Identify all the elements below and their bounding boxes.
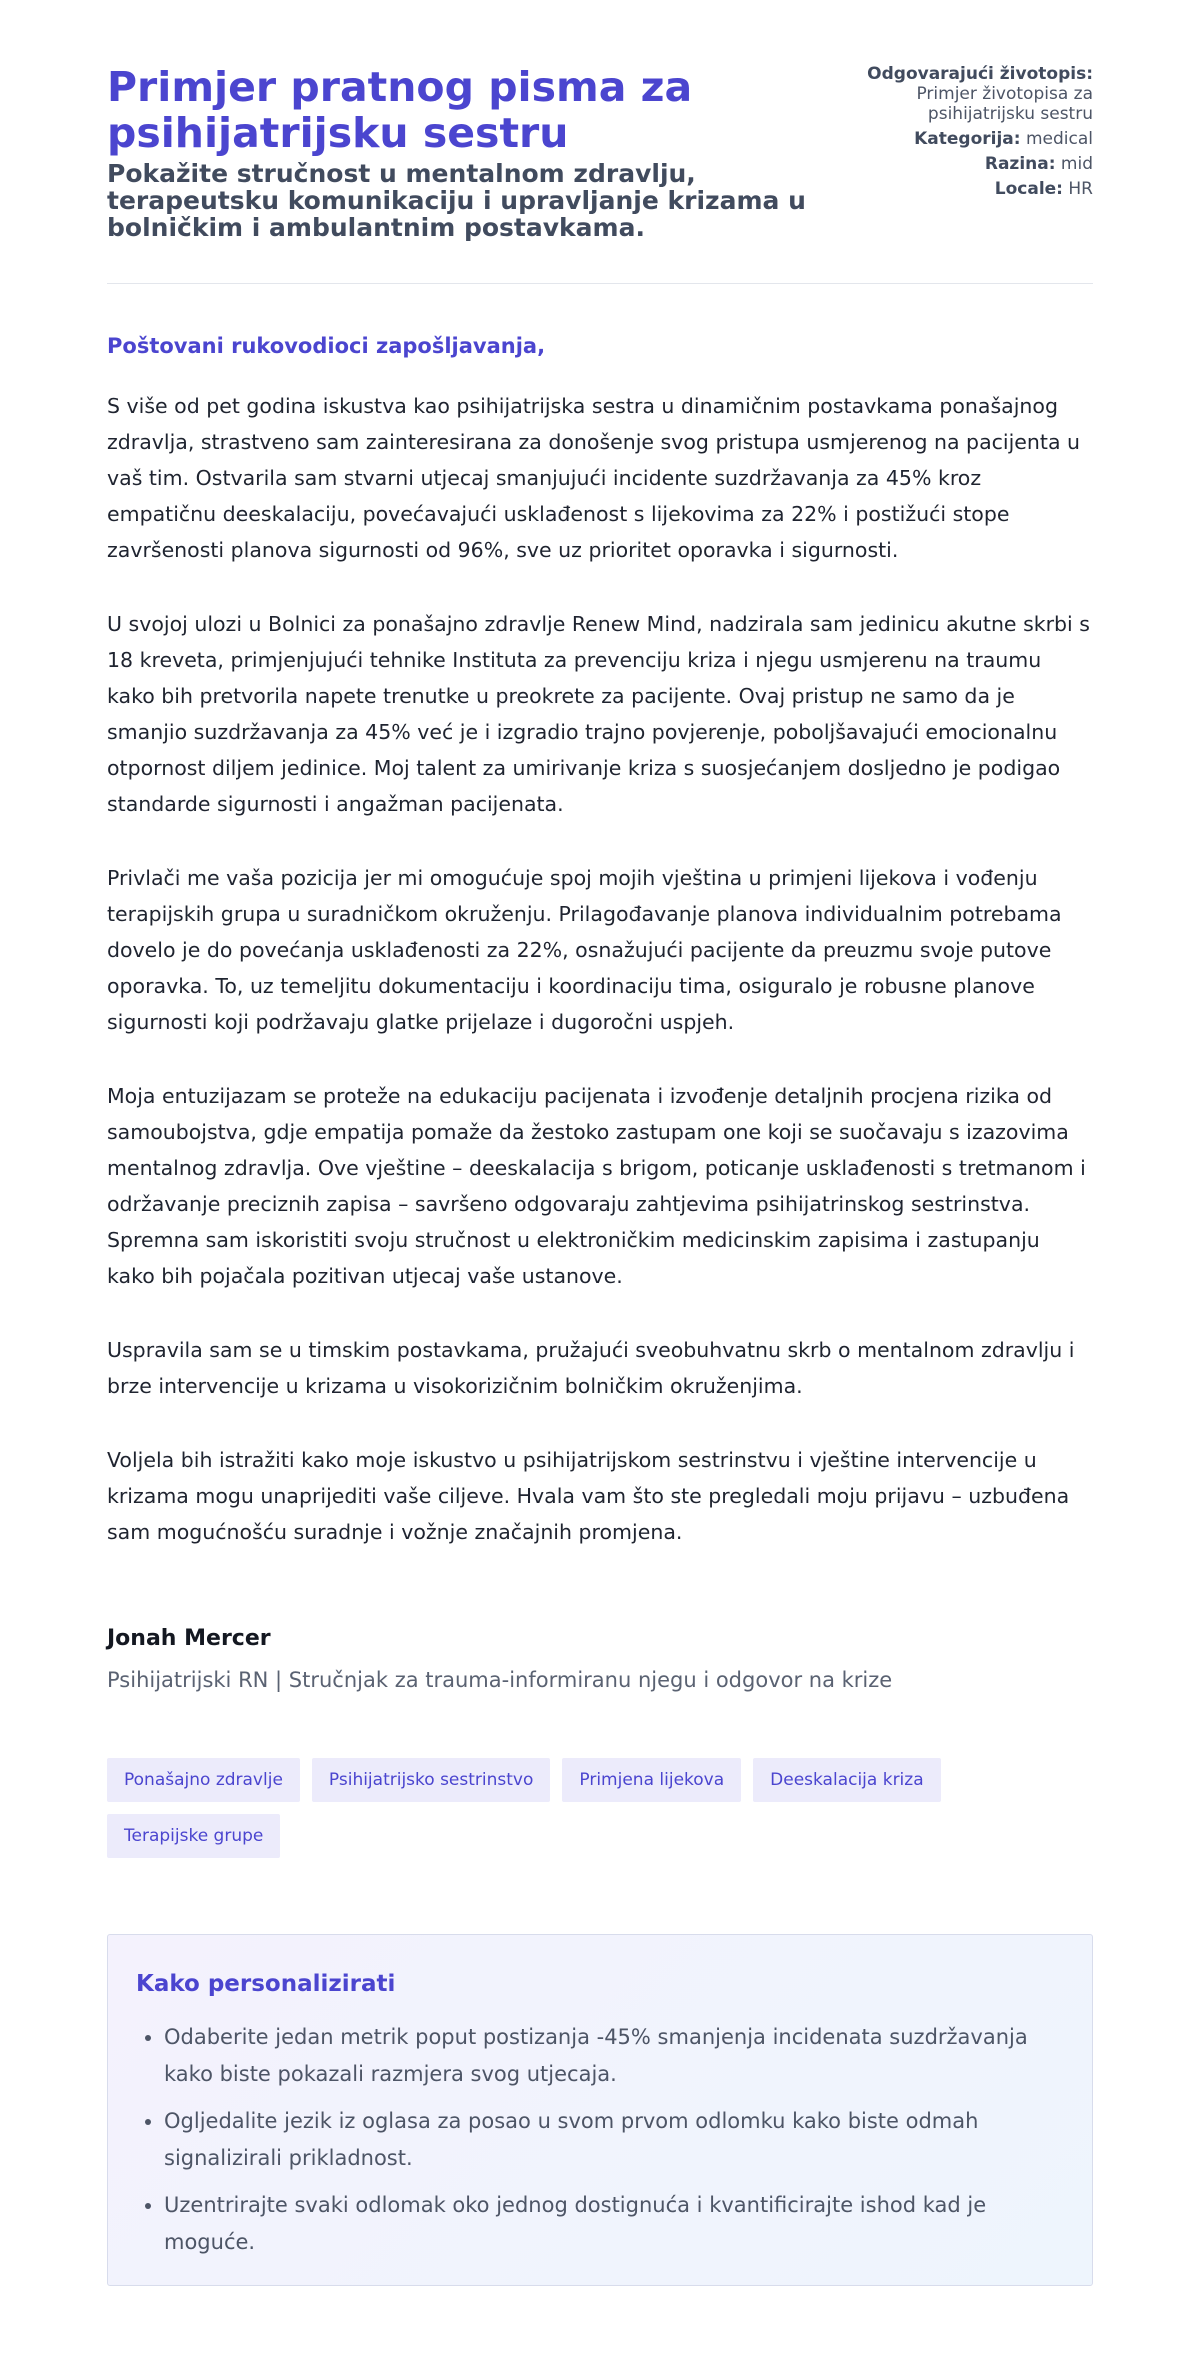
- tip-item: • Odaberite jedan metrik poput postizanja -45% smanjenja incidenata suzdržavanja kako biste pokazali razmjera svog utjecaja.: [164, 2019, 1064, 2093]
- tips-list: [136, 2019, 1064, 2261]
- page-title: Primjer pratnog pisma za psihijatrijsku sestru: [107, 63, 693, 157]
- tag-medication-administration: Primjena lijekova: [562, 1758, 741, 1802]
- header: [107, 0, 1093, 284]
- meta-category: [843, 129, 1093, 149]
- meta-category-label: Kategorija:: [914, 129, 1021, 149]
- meta-level-value: mid: [1060, 154, 1093, 174]
- meta-resume-label: Odgovarajući životopis:: [867, 64, 1093, 84]
- tag-psychiatric-nursing: Psihijatrijsko sestrinstvo: [312, 1758, 550, 1802]
- meta-panel: [843, 64, 1093, 204]
- letter-paragraph-3: Privlači me vaša pozicija jer mi omogućuje spoj mojih vještina u primjeni lijekova i vođenju terapijskih grupa u suradničkom okruženju. Prilagođavanje planova individualnim potrebama dovelo je do povećanja usklađenosti za 22%, osnažujući pacijente da preuzmu svoje putove oporavka. To, uz temeljitu dokumentaciju i koordinaciju tima, osiguralo je robusne planove sigurnosti koji podržavaju glatke prijelaze i dugoročni uspjeh.: [107, 866, 1062, 1034]
- meta-resume-value: Primjer životopisa za psihijatrijsku sestru: [916, 84, 1093, 124]
- tips-title: Kako personalizirati: [136, 1971, 396, 1997]
- letter-body: [107, 388, 1093, 1588]
- tag-crisis-deescalation: Deeskalacija kriza: [753, 1758, 940, 1802]
- tip-item: • Uzentrirajte svaki odlomak oko jednog dostignuća i kvantificirajte ishod kad je moguće.: [164, 2187, 1064, 2261]
- letter-paragraph-1: S više od pet godina iskustva kao psihijatrijska sestra u dinamičnim postavkama ponašajnog zdravlja, strastveno sam zainteresirana za donošenje svog pristupa usmjerenog na pacijenta u vaš tim. Ostvarila sam stvarni utjecaj smanjujući incidente suzdržavanja za 45% kroz empatičnu deeskalaciju, povećavajući usklađenost s lijekovima za 22% i postižući stope završenosti planova sigurnosti od 96%, sve uz prioritet oporavka i sigurnosti.: [107, 394, 1081, 562]
- meta-locale-label: Locale:: [994, 179, 1063, 199]
- meta-locale-value: HR: [1068, 179, 1093, 199]
- letter-paragraph-4: Moja entuzijazam se proteže na edukaciju pacijenata i izvođenje detaljnih procjena rizika od samoubojstva, gdje empatija pomaže da žestoko zastupam one koji se suočavaju s izazovima mentalnog zdravlja. Ove vještine – deeskalacija s brigom, poticanje usklađenosti s tretmanom i održavanje preciznih zapisa – savršeno odgovaraju zahtjevima psihijatrinskog sestrinstva. Spremna sam iskoristiti svoju stručnost u elektroničkim medicinskim zapisima i zastupanju kako bih pojačala pozitivan utjecaj vaše ustanove.: [107, 1084, 1086, 1288]
- letter-paragraph-5: Uspravila sam se u timskim postavkama, pružajući sveobuhvatnu skrb o mentalnom zdravlju i brze intervencije u krizama u visokorizičnim bolničkim okruženjima.: [107, 1338, 1075, 1398]
- tag-behavioral-health: Ponašajno zdravlje: [107, 1758, 300, 1802]
- letter-paragraph-6: Voljela bih istražiti kako moje iskustvo u psihijatrijskom sestrinstvu i vještine intervencije u krizama mogu unaprijediti vaše ciljeve. Hvala vam što ste pregledali moju prijavu – uzbuđena sam mogućnošću suradnje i vožnje značajnih promjena.: [107, 1448, 1070, 1544]
- meta-locale: [843, 179, 1093, 199]
- meta-resume: [843, 64, 1093, 124]
- personalize-tips-box: [107, 1934, 1093, 2286]
- tag-therapeutic-groups: Terapijske grupe: [107, 1814, 280, 1858]
- tip-item: • Ogljedalite jezik iz oglasa za posao u svom prvom odlomku kako biste odmah signalizirali prikladnost.: [164, 2103, 1064, 2177]
- letter-paragraph-2: U svojoj ulozi u Bolnici za ponašajno zdravlje Renew Mind, nadzirala sam jedinicu akutne skrbi s 18 kreveta, primjenjujući tehnike Instituta za prevenciju kriza i njegu usmjerenu na traumu kako bih pretvorila napete trenutke u preokrete za pacijente. Ovaj pristup ne samo da je smanjio suzdržavanja za 45% već je i izgradio trajno povjerenje, poboljšavajući emocionalnu otpornost diljem jedinice. Moj talent za umirivanje kriza s suosjećanjem dosljedno je podigao standarde sigurnosti i angažman pacijenata.: [107, 612, 1090, 816]
- meta-category-value: medical: [1025, 129, 1093, 149]
- signature-name: Jonah Mercer: [107, 1626, 271, 1651]
- meta-level: [843, 154, 1093, 174]
- page-subtitle: Pokažite stručnost u mentalnom zdravlju, terapeutsku komunikaciju i upravljanje krizama u bolničkim i ambulantnim postavkama.: [107, 159, 806, 242]
- signature-role: Psihijatrijski RN | Stručnjak za trauma-informiranu njegu i odgovor na krize: [107, 1668, 893, 1692]
- letter-greeting: Poštovani rukovodioci zapošljavanja,: [107, 334, 546, 358]
- meta-level-label: Razina:: [984, 154, 1056, 174]
- skill-tags: [107, 1758, 1093, 1858]
